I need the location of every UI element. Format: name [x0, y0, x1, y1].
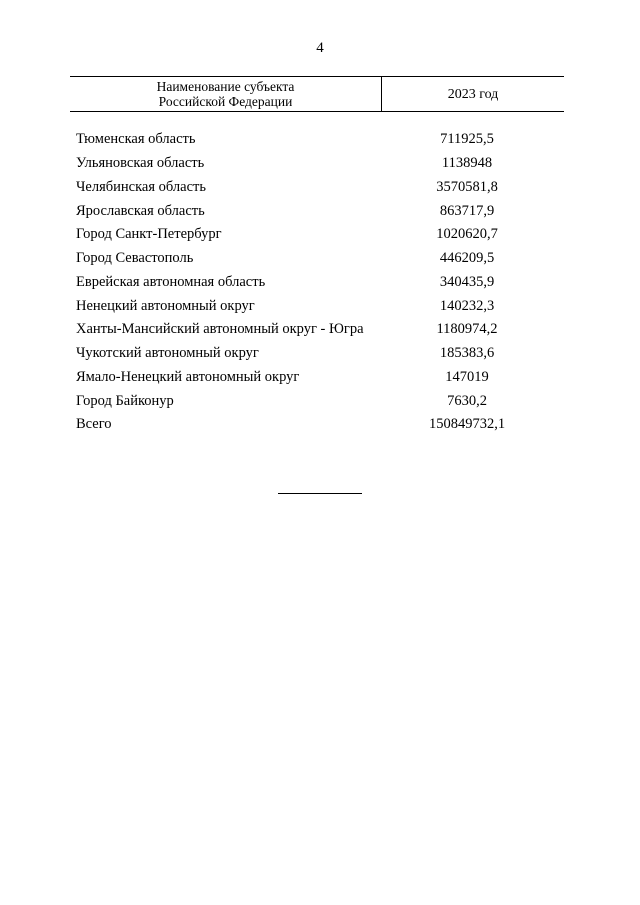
row-value: 446209,5 [439, 250, 495, 267]
row-value: 1180974,2 [436, 321, 498, 338]
row-total-label: Всего [76, 416, 112, 433]
row-subject-name: Челябинская область [76, 178, 206, 195]
row-subject-name: Город Санкт-Петербург [76, 226, 222, 243]
table-row [76, 271, 564, 295]
row-subject-name: Город Севастополь [76, 250, 194, 267]
row-value: 711925,5 [440, 131, 494, 148]
row-subject-name: Чукотский автономный округ [76, 345, 259, 362]
row-value: 185383,6 [439, 345, 495, 362]
column-header-year: 2023 год [447, 87, 499, 102]
table-body [76, 128, 564, 437]
end-of-document-rule [278, 493, 362, 494]
page-number: 4 [316, 40, 324, 56]
table-row [76, 247, 564, 271]
column-header-subject-line1: Наименование субъекта [156, 79, 295, 94]
table-row [76, 294, 564, 318]
row-subject-name: Тюменская область [76, 131, 196, 148]
row-value: 7630,2 [447, 392, 487, 409]
row-value: 140232,3 [439, 297, 495, 314]
table-header [70, 76, 564, 112]
row-subject-name: Ярославская область [76, 202, 205, 219]
row-value: 863717,9 [439, 202, 495, 219]
row-subject-name: Ульяновская область [76, 155, 205, 172]
row-value: 340435,9 [439, 273, 495, 290]
table-row [76, 223, 564, 247]
row-subject-name: Еврейская автономная область [76, 273, 266, 290]
column-header-subject [70, 77, 382, 111]
column-header-subject-line2: Российской Федерации [158, 94, 293, 109]
table-row [76, 389, 564, 413]
row-value: 1138948 [441, 155, 493, 172]
table-row [76, 366, 564, 390]
row-value: 1020620,7 [436, 226, 498, 243]
table-row [76, 176, 564, 200]
table-row [76, 128, 564, 152]
table-row [76, 318, 564, 342]
row-value: 3570581,8 [436, 178, 498, 195]
row-value: 147019 [445, 368, 489, 385]
row-subject-name: Город Байконур [76, 392, 174, 409]
table-row-total [76, 413, 564, 437]
row-subject-name: Ханты-Мансийский автономный округ - Югра [76, 321, 364, 338]
row-total-value: 150849732,1 [428, 416, 506, 433]
table-row [76, 199, 564, 223]
table-row [76, 152, 564, 176]
row-subject-name: Ненецкий автономный округ [76, 297, 255, 314]
table-row [76, 342, 564, 366]
row-subject-name: Ямало-Ненецкий автономный округ [76, 368, 300, 385]
